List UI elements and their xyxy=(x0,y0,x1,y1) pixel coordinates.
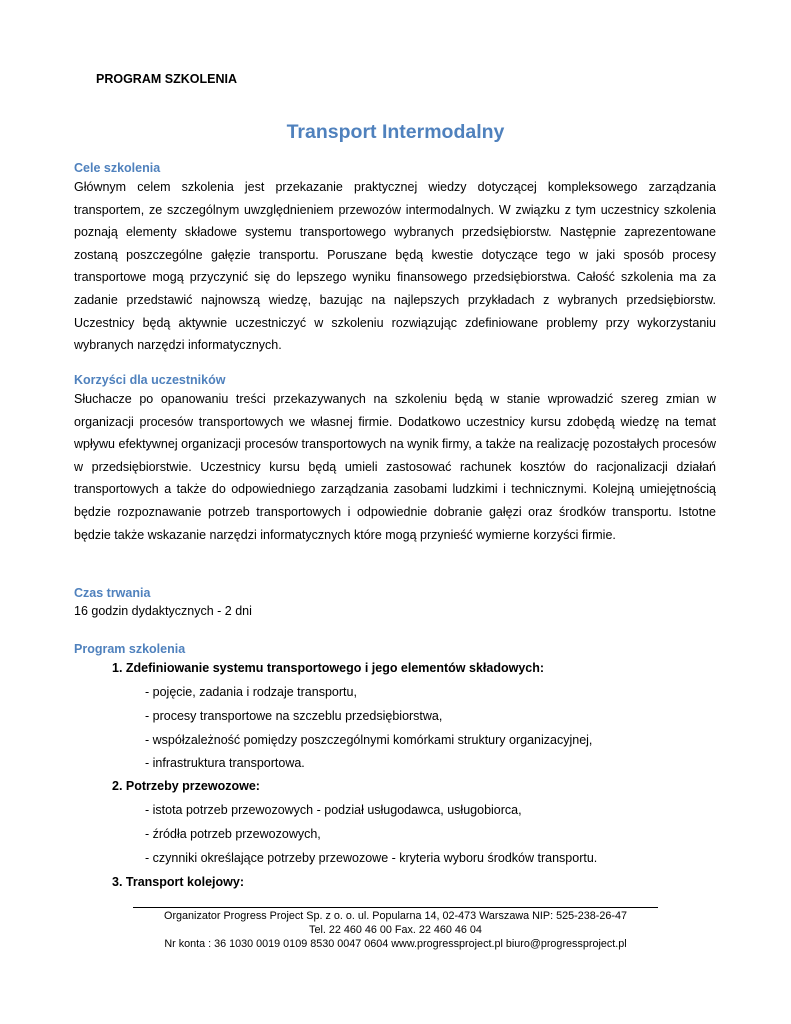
section-heading-czas: Czas trwania xyxy=(74,586,151,600)
footer-phone: Tel. 22 460 46 00 Fax. 22 460 46 04 xyxy=(309,924,482,936)
section-text-czas: 16 godzin dydaktycznych - 2 dni xyxy=(74,604,252,618)
section-heading-korzysci: Korzyści dla uczestników xyxy=(74,373,226,387)
module-item: - procesy transportowe na szczeblu przedsiębiorstwa, xyxy=(145,709,443,723)
module-item: - źródła potrzeb przewozowych, xyxy=(145,827,321,841)
module-item: - pojęcie, zadania i rodzaje transportu, xyxy=(145,685,357,699)
module-title-3: 3. Transport kolejowy: xyxy=(112,875,244,889)
section-heading-cele: Cele szkolenia xyxy=(74,161,161,175)
document-header: PROGRAM SZKOLENIA xyxy=(96,72,237,86)
section-text-korzysci: Słuchacze po opanowaniu treści przekazywanych na szkoleniu będą w stanie wprowadzić szereg zmian w organizacji procesów transportowych we własnej firmie. Dodatkowo uczestnicy kursu zdobędą wiedzę na temat wpływu efektywnej organizacji procesów transportowych na wynik firmy, a także na realizację pozostałych procesów w przedsiębiorstwie. Uczestnicy kursu będą umieli zastosować rachunek kosztów do racjonalizacji działań transportowych a także do odpowiedniego zarządzania zasobami ludzkimi i technicznymi. Kolejną umiejętnością będzie rozpoznawanie potrzeb transportowych i odpowiednie dobranie gałęzi oraz środków transportu. Istotne będzie także wskazanie narzędzi informatycznych które mogą przynieść wymierne korzyści firmie. xyxy=(74,392,716,542)
section-heading-program: Program szkolenia xyxy=(74,642,186,656)
section-text-cele: Głównym celem szkolenia jest przekazanie praktycznej wiedzy dotyczącej kompleksowego zarządzania transportem, ze szczególnym uwzględnieniem przewozów intermodalnych. W związku z tym uczestnicy szkolenia poznają elementy składowe systemu transportowego wybranych przedsiębiorstw. Następnie zaprezentowane zostaną poszczególne gałęzie transportu. Poruszane będą kwestie dotyczące tego w jaki sposób procesy transportowe mogą przyczynić się do lepszego wyniku finansowego przedsiębiorstwa. Całość szkolenia ma za zadanie przedstawić najnowszą wiedzę, bazując na najlepszych przykładach z wybranych przedsiębiorstw. Uczestnicy będą aktywnie uczestniczyć w szkoleniu rozwiązując zdefiniowane problemy przy wykorzystaniu wybranych narzędzi informatycznych. xyxy=(74,180,716,353)
module-item: - istota potrzeb przewozowych - podział usługodawca, usługobiorca, xyxy=(145,803,522,817)
footer-contact: Nr konta : 36 1030 0019 0109 8530 0047 0604 www.progressproject.pl biuro@progressproject.pl xyxy=(164,938,627,950)
module-item: - czynniki określające potrzeby przewozowe - kryteria wyboru środków transportu. xyxy=(145,851,598,865)
module-title-2: 2. Potrzeby przewozowe: xyxy=(112,779,260,793)
footer-address: Organizator Progress Project Sp. z o. o. ul. Popularna 14, 02-473 Warszawa NIP: 525-238-26-47 xyxy=(164,910,627,922)
footer-divider xyxy=(133,907,658,908)
document-title: Transport Intermodalny xyxy=(286,121,505,143)
module-item: - infrastruktura transportowa. xyxy=(145,756,305,770)
module-item: - współzależność pomiędzy poszczególnymi komórkami struktury organizacyjnej, xyxy=(145,733,593,747)
module-title-1: 1. Zdefiniowanie systemu transportowego i jego elementów składowych: xyxy=(112,661,545,675)
